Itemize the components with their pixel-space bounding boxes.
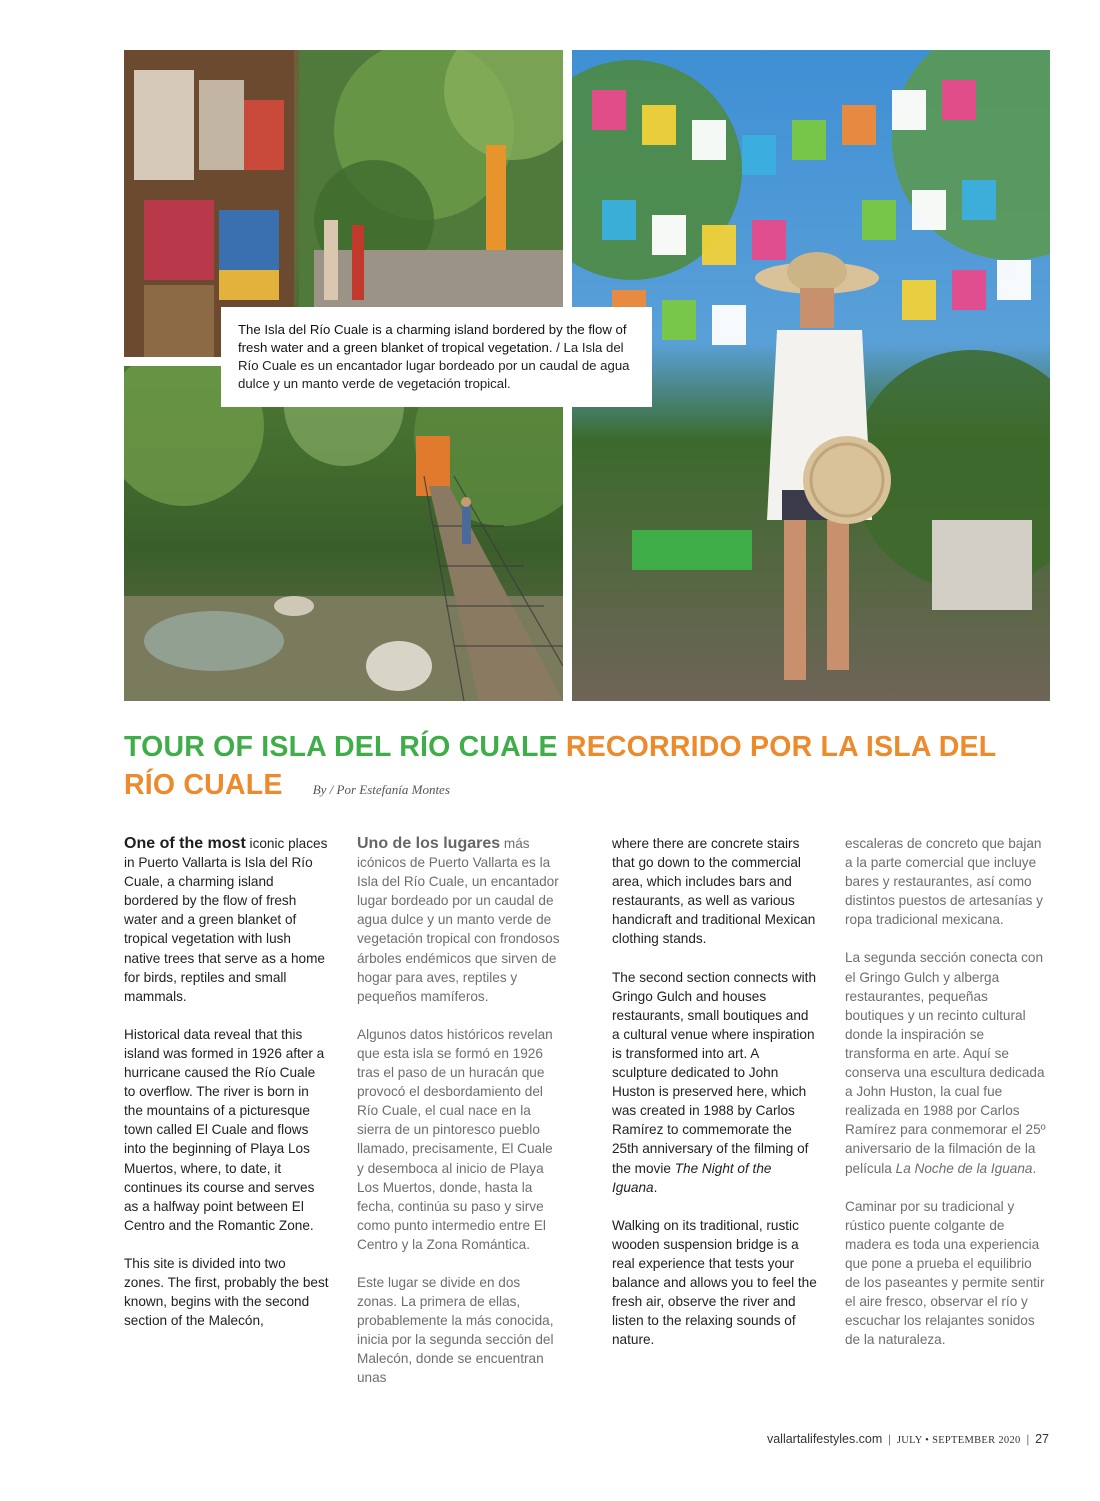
lead-in-english: One of the most [124,835,246,852]
paragraph: La segunda sección conecta con el Gringo Gulch y alberga restaurantes, pequeñas boutiques y un recinto cultural donde la inspiración se transforma en arte. Aquí se conserva una escultura dedicada a John Huston, la cual fue realizada en 1988 por Carlos Ramírez para conmemorar el 25º aniversario de la filmación de la película La Noche de la Iguana. [845,950,1046,1176]
paragraph: Historical data reveal that this island was formed in 1926 after a hurricane caused the Río Cuale to overflow. The river is born in the mountains of a picturesque town called El Cuale and flows into the beginning of Playa Los Muertos, where, to date, it continues its course and serves as a halfway point between El Centro and the Romantic Zone. [124,1026,325,1233]
headline-english: TOUR OF ISLA DEL RÍO CUALE [124,731,558,763]
paragraph: where there are concrete stairs that go down to the commercial area, which includes bars and restaurants, as well as various handicraft and traditional Mexican clothing stands. [612,836,816,947]
movie-title-spanish: La Noche de la Iguana [895,1160,1033,1176]
footer-separator: | [888,1432,891,1446]
paragraph: One of the most iconic places in Puerto Vallarta is Isla del Río Cuale, a charming island bordered by the flow of fresh water and a green blanket of tropical vegetation with lush native trees that serve as a home for birds, reptiles and small mammals. [124,835,328,1004]
paragraph: Algunos datos históricos revelan que esta isla se formó en 1926 tras el paso de un huracán que provocó el desbordamiento del Río Cuale, el cual nace en la sierra de un pintoresco pueblo llamado, precisamente, El Cuale y desemboca al inicio de Playa Los Muertos, donde, hasta la fecha, continúa su paso y sirve como punto intermedio entre El Centro y la Zona Romántica. [357,1026,553,1252]
paragraph: This site is divided into two zones. The first, probably the best known, begins with the second section of the Malecón, [124,1255,329,1329]
suspension-bridge-photo [124,366,563,701]
footer-separator: | [1026,1432,1030,1446]
paragraph: Caminar por su tradicional y rústico puente colgante de madera es toda una experiencia que pone a prueba el equilibrio de los paseantes y permite sentir el aire fresco, observar el río y escuchar los relajantes sonidos de la naturaleza. [845,1198,1045,1348]
photo-caption [221,307,652,407]
english-column-2 [612,834,817,1368]
headline-spanish: RECORRIDO POR LA ISLA DEL RÍO CUALE [124,731,996,801]
paragraph: escaleras de concreto que bajan a la parte comercial que incluye bares y restaurantes, así como distintos puestos de artesanías y ropa tradicional mexicana. [845,836,1043,928]
movie-title-english: The Night of the Iguana [612,1160,772,1195]
paragraph: Este lugar se divide en dos zonas. La primera de ellas, probablemente la más conocida, inicia por la segunda sección del Malecón, donde se encuentran unas [357,1274,554,1386]
footer-website: vallartalifestyles.com [766,1432,883,1446]
byline: By / Por Estefanía Montes [312,782,450,797]
caption-spanish: / La Isla del Río Cuale es un encantador lugar bordeado por un caudal de agua dulce y un manto verde de vegetación tropical. [238,340,630,391]
lead-in-spanish: Uno de los lugares [357,835,501,852]
english-column-1 [124,834,329,1349]
paragraph: The second section connects with Gringo Gulch and houses restaurants, small boutiques and a cultural venue where inspiration is transformed into art. A sculpture dedicated to John Huston is preserved here, which was created in 1988 by Carlos Ramírez to commemorate the 25th anniversary of the filming of the movie The Night of the Iguana. [612,969,817,1195]
paragraph: Walking on its traditional, rustic wooden suspension bridge is a real experience that tests your balance and allows you to feel the fresh air, observe the river and listen to the relaxing sounds of nature. [612,1217,817,1348]
paragraph: Uno de los lugares más icónicos de Puerto Vallarta es la Isla del Río Cuale, un encantador lugar bordeado por un caudal de agua dulce y un manto verde de vegetación tropical con frondosos árboles endémicos que sirven de hogar para aves, reptiles y pequeños mamíferos. [357,835,560,1004]
spanish-column-2 [845,834,1050,1368]
page-number: 27 [1035,1432,1049,1446]
spanish-column-1 [357,834,562,1407]
issue-date: JULY • SEPTEMBER 2020 [896,1435,1021,1446]
caption-english: The Isla del Río Cuale is a charming island bordered by the flow of fresh water and a green blanket of tropical vegetation. [238,322,627,355]
page-footer [767,1432,1049,1447]
article-headline [124,728,1054,809]
